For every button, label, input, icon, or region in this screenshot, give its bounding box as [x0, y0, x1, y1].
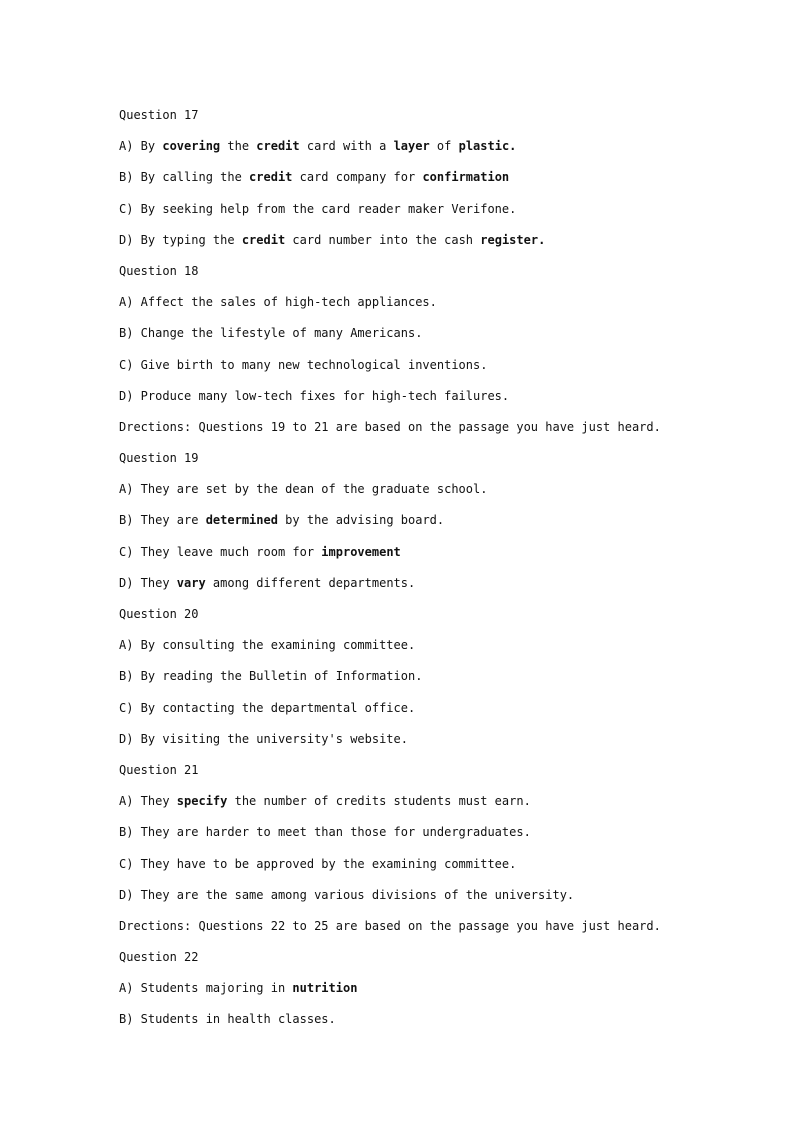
text-segment: Question 20	[119, 607, 199, 621]
question-heading	[119, 449, 759, 480]
text-segment: A) They are set by the dean of the graduate school.	[119, 482, 488, 497]
bold-text: layer	[393, 139, 430, 154]
bold-text: plastic.	[458, 139, 517, 154]
text-segment: D) By visiting the university's website.	[119, 731, 408, 746]
text-segment: B) They are	[119, 513, 206, 528]
text-segment: card company for	[292, 170, 423, 185]
text-segment: D) They are the same among various divisions of the university.	[119, 887, 575, 902]
bold-text: covering	[162, 139, 221, 154]
document-body	[119, 106, 759, 1042]
text-segment: C) By contacting the departmental office.	[119, 700, 416, 715]
answer-option	[119, 979, 759, 1010]
answer-option	[119, 200, 759, 231]
answer-option	[119, 855, 759, 886]
text-segment: the	[220, 139, 257, 154]
question-heading	[119, 605, 759, 636]
bold-text: credit	[256, 139, 300, 154]
answer-option	[119, 356, 759, 387]
answer-option	[119, 543, 759, 574]
text-segment: C) By seeking help from the card reader maker Verifone.	[119, 201, 517, 216]
text-segment: B) By calling the	[119, 170, 250, 185]
text-segment: B) They are harder to meet than those for undergraduates.	[119, 825, 531, 840]
answer-option	[119, 792, 759, 823]
text-segment: D) They	[119, 575, 177, 590]
text-segment: the number of credits students must earn.	[227, 794, 531, 809]
text-segment: by the advising board.	[277, 513, 445, 528]
text-segment: C) They leave much room for	[119, 544, 322, 559]
text-segment: Question 17	[119, 108, 199, 122]
answer-option	[119, 823, 759, 854]
answer-option	[119, 574, 759, 605]
directions-line	[119, 917, 759, 948]
text-segment: C) They have to be approved by the examining committee.	[119, 856, 517, 871]
text-segment: A) They	[119, 794, 177, 809]
answer-option	[119, 886, 759, 917]
text-segment: card with a	[299, 139, 394, 154]
answer-option	[119, 168, 759, 199]
text-segment: B) Change the lifestyle of many Americans.	[119, 326, 423, 341]
question-heading	[119, 262, 759, 293]
text-segment: A) Students majoring in	[119, 981, 293, 996]
text-segment: A) Affect the sales of high-tech appliances.	[119, 295, 437, 310]
answer-option	[119, 137, 759, 168]
bold-text: nutrition	[292, 981, 358, 996]
answer-option	[119, 1010, 759, 1041]
bold-text: confirmation	[422, 170, 510, 185]
text-segment: D) Produce many low-tech fixes for high-tech failures.	[119, 388, 510, 403]
text-segment: B) Students in health classes.	[119, 1012, 336, 1027]
bold-text: register.	[480, 232, 546, 247]
answer-option	[119, 636, 759, 667]
bold-text: specify	[176, 794, 228, 809]
text-segment: Drections: Questions 22 to 25 are based on the passage you have just heard.	[119, 918, 661, 933]
text-segment: D) By typing the	[119, 232, 242, 247]
bold-text: credit	[249, 170, 293, 185]
text-segment: Question 18	[119, 263, 199, 278]
text-segment: C) Give birth to many new technological inventions.	[119, 357, 488, 372]
bold-text: credit	[241, 232, 286, 247]
bold-text: determined	[205, 513, 278, 528]
question-heading	[119, 948, 759, 979]
answer-option	[119, 511, 759, 542]
text-segment: among different departments.	[205, 575, 416, 590]
text-segment: B) By reading the Bulletin of Information.	[119, 669, 423, 684]
text-segment: A) By	[119, 139, 163, 154]
answer-option	[119, 730, 759, 761]
directions-line	[119, 418, 759, 449]
text-segment: Drections: Questions 19 to 21 are based on the passage you have just heard.	[119, 419, 661, 434]
answer-option	[119, 480, 759, 511]
text-segment: A) By consulting the examining committee.	[119, 638, 416, 653]
answer-option	[119, 231, 759, 262]
answer-option	[119, 324, 759, 355]
bold-text: improvement	[321, 544, 401, 559]
question-heading	[119, 761, 759, 792]
text-segment: card number into the cash	[285, 232, 481, 247]
answer-option	[119, 699, 759, 730]
bold-text: vary	[176, 575, 206, 590]
text-segment: Question 19	[119, 451, 199, 466]
answer-option	[119, 387, 759, 418]
text-segment: of	[429, 139, 459, 154]
answer-option	[119, 667, 759, 698]
text-segment: Question 22	[119, 950, 199, 965]
answer-option	[119, 293, 759, 324]
question-heading	[119, 106, 759, 137]
text-segment: Question 21	[119, 762, 199, 777]
